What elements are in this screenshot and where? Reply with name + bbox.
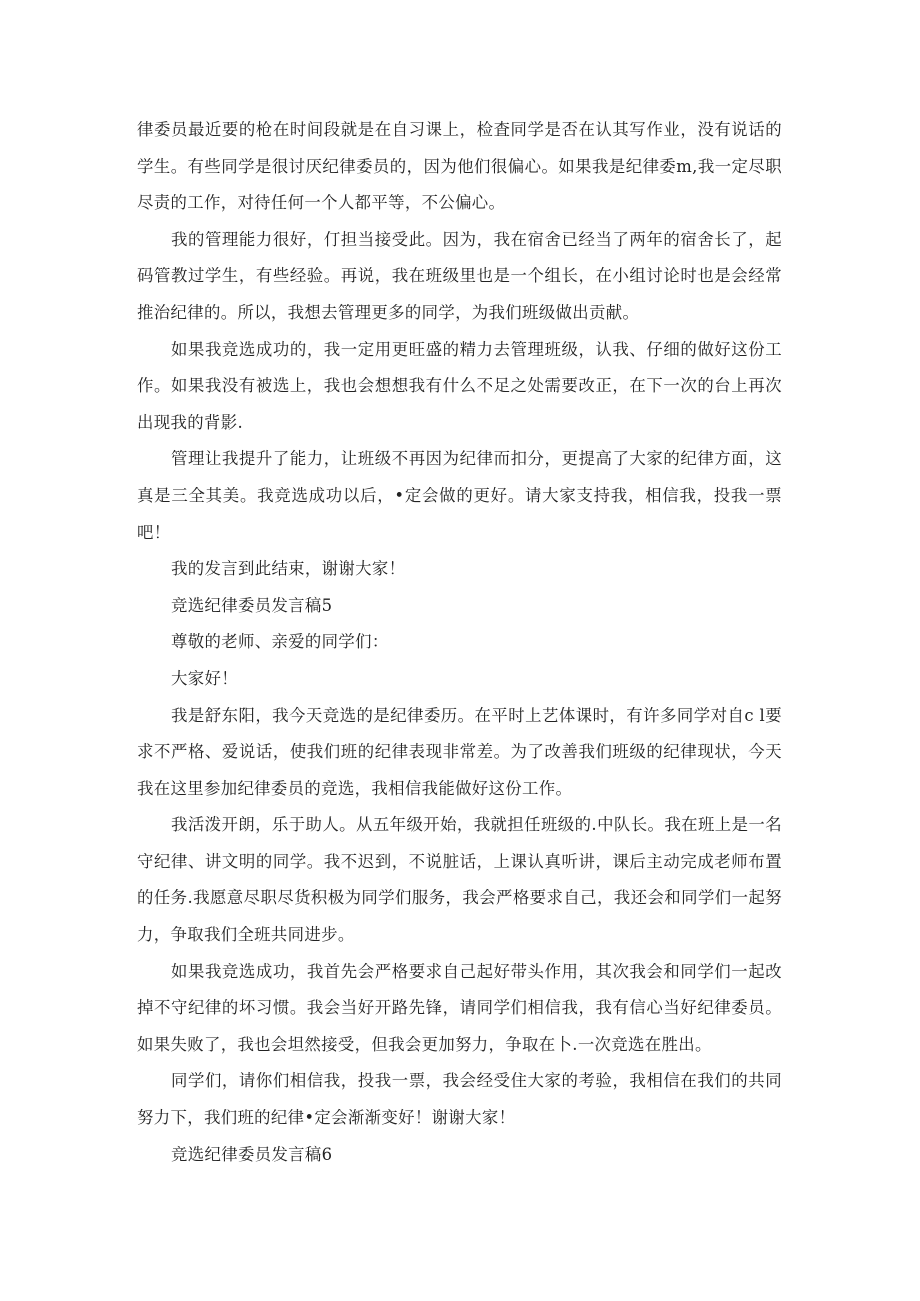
paragraph-11: 如果我竞选成功，我首先会严格要求自己起好带头作用，其次我会和同学们一起改掉不守纪律的坏习惯。我会当好开路先锋，请同学们相信我，我有信心当好纪律委员。如果失败了，我也会坦然接受，但我会更加努力，争取在卜.一次竞选在胜出。 (137, 961, 782, 1054)
paragraph-4: 管理让我提升了能力，让班级不再因为纪律而扣分，更提高了大家的纪律方面，这真是三全其美。我竞选成功以后，•定会做的更好。请大家支持我，相信我，投我一票吧！ (137, 449, 782, 542)
paragraph-2: 我的管理能力很好，仃担当接受此。因为，我在宿舍已经当了两年的宿舍长了，起码管教过学生，有些经验。再说，我在班级里也是一个组长，在小组讨论时也是会经常推治纪律的。所以，我想去管理更多的同学，为我们班级做出贡献。 (137, 229, 782, 322)
paragraph-5: 我的发言到此结束，谢谢大家！ (171, 559, 406, 579)
salutation: 尊敬的老师、亲爱的同学们： (171, 632, 389, 652)
paragraph-1: 律委员最近要的枪在时间段就是在自习课上，检査同学是否在认其写作业，没有说话的学生。有些同学是很讨厌纪律委员的，因为他们很偏心。如果我是纪律委m,我一定尽职尽责的工作，对待任何一个人都平等，不公偏心。 (137, 120, 782, 213)
section-heading-6: 竞选纪律委员发言稿6 (171, 1144, 333, 1164)
paragraph-9: 我是舒东阳，我今天竞选的是纪律委历。在平时上艺体课时，有许多同学对自c l要求不严格、爱说话，使我们班的纪律表现非常差。为了改善我们班级的纪律现状，今天我在这里参加纪律委员的竞选，我相信我能做好这份工作。 (137, 705, 782, 798)
paragraph-10: 我活泼开朗，乐于助人。从五年级开始，我就担任班级的.中队长。我在班上是一名守纪律、讲文明的同学。我不迟到，不说脏话，上课认真听讲，课后主动完成老师布置的任务.我愿意尽职尽货积极为同学们服务，我会严格要求自己，我还会和同学们一起努力，争取我们全班共同进步。 (137, 815, 782, 945)
document-body (137, 112, 782, 1173)
paragraph-3: 如果我竞选成功的，我一定用更旺盛的精力去管理班级，认我、仔细的做好这份工作。如果我没有被选上，我也会想想我有什么不足之处需要改正，在下一次的台上再次出现我的背影. (137, 339, 782, 432)
paragraph-12: 同学们，请你们相信我，投我一票，我会经受住大家的考验，我相信在我们的共同努力下，我们班的纪律•定会渐渐变好！谢谢大家！ (137, 1071, 782, 1128)
greeting: 大家好！ (171, 668, 238, 688)
section-heading-5: 竞选纪律委员发言稿5 (171, 595, 333, 615)
